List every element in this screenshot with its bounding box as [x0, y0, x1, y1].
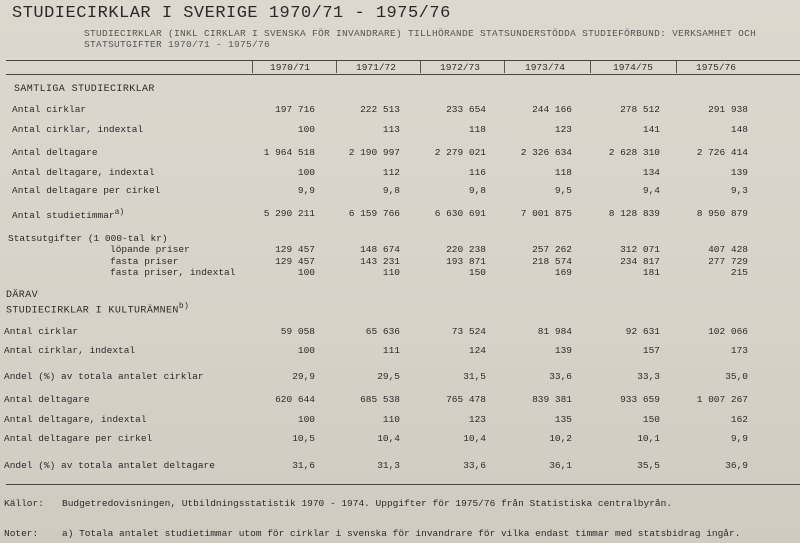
table-cell: 291 938 [708, 104, 748, 115]
row-label [110, 267, 235, 278]
row-label-text: Andel (%) av totala antalet cirklar [4, 371, 204, 382]
table-cell: 173 [730, 345, 748, 356]
table-cell: 10,1 [637, 433, 660, 444]
row-label-text: Antal cirklar [12, 104, 87, 115]
table-cell: 100 [297, 167, 315, 178]
table-cell: 141 [642, 124, 660, 135]
table-cell: 31,6 [292, 460, 315, 471]
table-cell: 9,3 [730, 185, 748, 196]
row-label-text: Antal deltagare per cirkel [4, 433, 153, 444]
row-label [12, 104, 86, 115]
table-cell: 162 [730, 414, 748, 425]
row-label [12, 185, 160, 196]
table-cell: 100 [297, 267, 315, 278]
table-cell: 73 524 [451, 326, 486, 337]
row-label-text: Antal deltagare, indextal [12, 167, 155, 178]
table-cell: 139 [730, 167, 748, 178]
table-cell: 10,5 [292, 433, 315, 444]
sources-text: Budgetredovisningen, Utbildningsstatistik 1970 - 1974. Uppgifter för 1975/76 från Statistiska centralbyrån. [62, 498, 672, 509]
table-cell: 218 574 [532, 256, 572, 267]
table-cell: 193 871 [446, 256, 486, 267]
row-label-text: löpande priser [110, 244, 190, 255]
table-cell: 9,8 [468, 185, 486, 196]
column-divider [252, 61, 253, 73]
table-cell: 33,6 [463, 460, 486, 471]
sources-label: Källor: [4, 498, 44, 509]
table-cell: 197 716 [275, 104, 315, 115]
table-cell: 92 631 [625, 326, 660, 337]
column-divider [336, 61, 337, 73]
row-label-text: Antal deltagare [4, 394, 90, 405]
table-cell: 8 950 879 [696, 208, 748, 219]
table-cell: 113 [382, 124, 400, 135]
table-cell: 222 513 [360, 104, 400, 115]
row-label-text: Andel (%) av totala antalet deltagare [4, 460, 215, 471]
column-divider [420, 61, 421, 73]
table-cell: 35,5 [637, 460, 660, 471]
row-label-text: Antal studietimmar [12, 210, 115, 222]
row-label-text: Antal cirklar [4, 326, 79, 337]
table-cell: 35,0 [725, 371, 748, 382]
table-cell: 685 538 [360, 394, 400, 405]
table-cell: 110 [382, 267, 400, 278]
table-cell: 31,3 [377, 460, 400, 471]
row-label-text: Antal deltagare [12, 147, 98, 158]
section-title-darav: DÄRAV [6, 290, 39, 301]
table-cell: 129 457 [275, 244, 315, 255]
table-cell: 143 231 [360, 256, 400, 267]
table-cell: 933 659 [620, 394, 660, 405]
table-cell: 278 512 [620, 104, 660, 115]
table-cell: 9,4 [642, 185, 660, 196]
notes-label: Noter: [4, 528, 39, 539]
table-cell: 2 326 634 [520, 147, 572, 158]
section-title-kultur-sup: b) [178, 302, 190, 311]
table-cell: 10,4 [463, 433, 486, 444]
row-label [4, 345, 135, 356]
table-cell: 7 001 875 [520, 208, 572, 219]
table-cell: 102 066 [708, 326, 748, 337]
header-bottom-rule [6, 74, 800, 75]
row-label [12, 147, 98, 158]
table-cell: 9,9 [297, 185, 315, 196]
notes-text: a) Totala antalet studietimmar utom för cirklar i svenska för invandrare för vilka endast timmar med statsbidrag ingår. [62, 528, 741, 539]
table-cell: 215 [730, 267, 748, 278]
table-cell: 5 290 211 [263, 208, 315, 219]
table-cell: 6 630 691 [434, 208, 486, 219]
table-cell: 29,9 [292, 371, 315, 382]
table-cell: 1 007 267 [696, 394, 748, 405]
table-cell: 100 [297, 124, 315, 135]
table-cell: 244 166 [532, 104, 572, 115]
table-cell: 111 [382, 345, 400, 356]
table-cell: 9,8 [382, 185, 400, 196]
table-cell: 150 [468, 267, 486, 278]
table-cell: 100 [297, 345, 315, 356]
table-cell: 10,4 [377, 433, 400, 444]
table-cell: 2 279 021 [434, 147, 486, 158]
table-cell: 110 [382, 414, 400, 425]
year-header: 1971/72 [356, 62, 396, 73]
row-label [4, 433, 152, 444]
row-label [4, 460, 215, 471]
table-cell: 123 [554, 124, 572, 135]
year-header: 1972/73 [440, 62, 480, 73]
table-cell: 124 [468, 345, 486, 356]
table-cell: 169 [554, 267, 572, 278]
table-cell: 181 [642, 267, 660, 278]
table-cell: 277 729 [708, 256, 748, 267]
table-cell: 36,1 [549, 460, 572, 471]
table-cell: 2 726 414 [696, 147, 748, 158]
row-label [4, 326, 78, 337]
row-label [12, 167, 155, 178]
table-cell: 1 964 518 [263, 147, 315, 158]
table-cell: 29,5 [377, 371, 400, 382]
table-cell: 157 [642, 345, 660, 356]
row-label-text: fasta priser [110, 256, 179, 267]
year-header: 1974/75 [613, 62, 653, 73]
row-label [4, 371, 204, 382]
section-title-kultur-text: STUDIECIRKLAR I KULTURÄMNEN [6, 305, 179, 317]
table-cell: 116 [468, 167, 486, 178]
table-cell: 118 [554, 167, 572, 178]
row-label [110, 256, 178, 267]
table-cell: 33,6 [549, 371, 572, 382]
table-cell: 135 [554, 414, 572, 425]
row-label-text: Antal deltagare, indextal [4, 414, 147, 425]
table-cell: 65 636 [365, 326, 400, 337]
column-divider [504, 61, 505, 73]
table-cell: 407 428 [708, 244, 748, 255]
table-bottom-rule [6, 484, 800, 485]
section-title-kultur [6, 302, 189, 316]
column-divider [676, 61, 677, 73]
table-cell: 8 128 839 [608, 208, 660, 219]
row-label [12, 124, 143, 135]
table-cell: 118 [468, 124, 486, 135]
table-cell: 112 [382, 167, 400, 178]
table-cell: 81 984 [537, 326, 572, 337]
table-cell: 33,3 [637, 371, 660, 382]
section-title-all: SAMTLIGA STUDIECIRKLAR [14, 84, 155, 95]
table-cell: 233 654 [446, 104, 486, 115]
row-label-text: fasta priser, indextal [110, 267, 236, 278]
table-cell: 36,9 [725, 460, 748, 471]
table-cell: 123 [468, 414, 486, 425]
table-cell: 6 159 766 [348, 208, 400, 219]
table-cell: 312 071 [620, 244, 660, 255]
table-cell: 148 674 [360, 244, 400, 255]
statsutgifter-label: Statsutgifter (1 000-tal kr) [8, 233, 168, 244]
table-cell: 234 817 [620, 256, 660, 267]
row-label [110, 244, 190, 255]
table-cell: 31,5 [463, 371, 486, 382]
row-label-text: Antal deltagare per cirkel [12, 185, 161, 196]
table-cell: 10,2 [549, 433, 572, 444]
table-cell: 9,9 [730, 433, 748, 444]
column-divider [590, 61, 591, 73]
table-cell: 2 190 997 [348, 147, 400, 158]
table-cell: 134 [642, 167, 660, 178]
table-cell: 100 [297, 414, 315, 425]
table-cell: 148 [730, 124, 748, 135]
row-label-sup: a) [114, 208, 125, 217]
row-label [4, 394, 90, 405]
table-cell: 59 058 [280, 326, 315, 337]
table-cell: 220 238 [446, 244, 486, 255]
table-cell: 2 628 310 [608, 147, 660, 158]
row-label [12, 208, 124, 221]
table-cell: 129 457 [275, 256, 315, 267]
header-top-rule [6, 60, 800, 61]
table-cell: 257 262 [532, 244, 572, 255]
table-cell: 620 644 [275, 394, 315, 405]
year-header: 1975/76 [696, 62, 736, 73]
table-cell: 9,5 [554, 185, 572, 196]
document-title: STUDIECIRKLAR I SVERIGE 1970/71 - 1975/76 [12, 4, 451, 23]
year-header: 1973/74 [525, 62, 565, 73]
table-cell: 839 381 [532, 394, 572, 405]
table-cell: 765 478 [446, 394, 486, 405]
row-label-text: Antal cirklar, indextal [12, 124, 144, 135]
year-header: 1970/71 [270, 62, 310, 73]
document-subtitle: STUDIECIRKLAR (INKL CIRKLAR I SVENSKA FÖR INVANDRARE) TILLHÖRANDE STATSUNDERSTÖDDA STUDIEFÖRBUND: VERKSAMHET OCH STATSUTGIFTER 1970/71 - 1975/76 [84, 28, 757, 50]
row-label-text: Antal cirklar, indextal [4, 345, 136, 356]
table-cell: 139 [554, 345, 572, 356]
row-label [4, 414, 147, 425]
table-cell: 150 [642, 414, 660, 425]
